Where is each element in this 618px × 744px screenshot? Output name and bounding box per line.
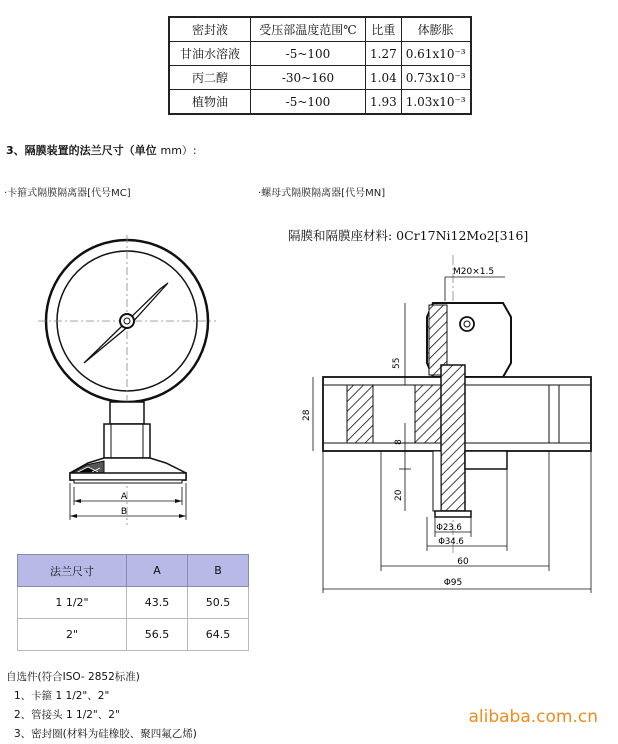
clamp-type-drawing bbox=[0, 225, 250, 525]
dim-a-label: A bbox=[120, 492, 128, 502]
right-caption: ·螺母式隔膜隔离器[代号MN] bbox=[258, 188, 386, 199]
options-list bbox=[6, 668, 197, 744]
table-cell: 甘油水溶液 bbox=[169, 42, 251, 66]
section-title-text: 3、隔膜装置的法兰尺寸（单位 bbox=[6, 144, 157, 157]
dim-phi95-label: Φ95 bbox=[443, 578, 463, 588]
table-row bbox=[169, 90, 471, 115]
table-cell: 1.04 bbox=[366, 66, 402, 90]
list-item: 2、管接头 1 1/2"、2" bbox=[14, 709, 120, 721]
table-header: 法兰尺寸 bbox=[18, 555, 127, 587]
table-header-row bbox=[169, 17, 471, 42]
table-cell: 56.5 bbox=[127, 619, 188, 651]
dim-b-label: B bbox=[120, 507, 128, 517]
options-title: 自选件(符合ISO- 2852标准) bbox=[6, 671, 140, 683]
table-row bbox=[169, 66, 471, 90]
table-cell: 2" bbox=[18, 619, 127, 651]
table-cell: 植物油 bbox=[169, 90, 251, 115]
table-cell: 1 1/2" bbox=[18, 587, 127, 619]
table-cell: 43.5 bbox=[127, 587, 188, 619]
dim-phi346-label: Φ34.6 bbox=[438, 537, 464, 547]
left-caption: ·卡箍式隔膜隔离器[代号MC] bbox=[4, 188, 131, 199]
dim-60-label: 60 bbox=[457, 557, 469, 567]
table-row bbox=[18, 587, 249, 619]
table-cell: 1.03x10⁻³ bbox=[401, 90, 470, 115]
table-header: 比重 bbox=[366, 17, 402, 42]
table-cell: -30~160 bbox=[251, 66, 366, 90]
table-header-row bbox=[18, 555, 249, 587]
dim-20-label: 20 bbox=[394, 489, 404, 501]
table-header: 密封液 bbox=[169, 17, 251, 42]
nut-type-drawing bbox=[295, 255, 605, 595]
table-cell: 丙二醇 bbox=[169, 66, 251, 90]
diaphragm-stem bbox=[441, 365, 465, 511]
list-item: 1、卡箍 1 1/2"、2" bbox=[14, 690, 110, 702]
watermark: alibaba.com.cn bbox=[468, 707, 598, 727]
table-header: A bbox=[127, 555, 188, 587]
table-header: 体膨胀 bbox=[401, 17, 470, 42]
material-text: 隔膜和隔膜座材料: 0Cr17Ni12Mo2[316] bbox=[288, 228, 529, 243]
section-title bbox=[6, 142, 197, 158]
table-cell: 1.27 bbox=[366, 42, 402, 66]
table-cell: 1.93 bbox=[366, 90, 402, 115]
section-unit: mm）: bbox=[160, 144, 197, 157]
table-header: B bbox=[188, 555, 249, 587]
gauge-pivot bbox=[120, 314, 134, 328]
dim-phi236-label: Φ23.6 bbox=[436, 523, 462, 533]
seal-liquid-table bbox=[168, 16, 472, 115]
table-cell: 50.5 bbox=[188, 587, 249, 619]
table-cell: 64.5 bbox=[188, 619, 249, 651]
thread-label: M20×1.5 bbox=[453, 267, 495, 277]
table-row bbox=[18, 619, 249, 651]
flange-size-table bbox=[17, 554, 249, 651]
dim-55-label: 55 bbox=[392, 357, 402, 369]
table-cell: 0.73x10⁻³ bbox=[401, 66, 470, 90]
table-cell: -5~100 bbox=[251, 42, 366, 66]
list-item: 3、密封圈(材料为硅橡胶、聚四氟乙烯) bbox=[14, 728, 197, 740]
table-header: 受压部温度范围℃ bbox=[251, 17, 366, 42]
table-cell: 0.61x10⁻³ bbox=[401, 42, 470, 66]
table-row bbox=[169, 42, 471, 66]
dim-8-label: 8 bbox=[394, 439, 404, 445]
dim-28-label: 28 bbox=[302, 409, 312, 421]
table-cell: -5~100 bbox=[251, 90, 366, 115]
